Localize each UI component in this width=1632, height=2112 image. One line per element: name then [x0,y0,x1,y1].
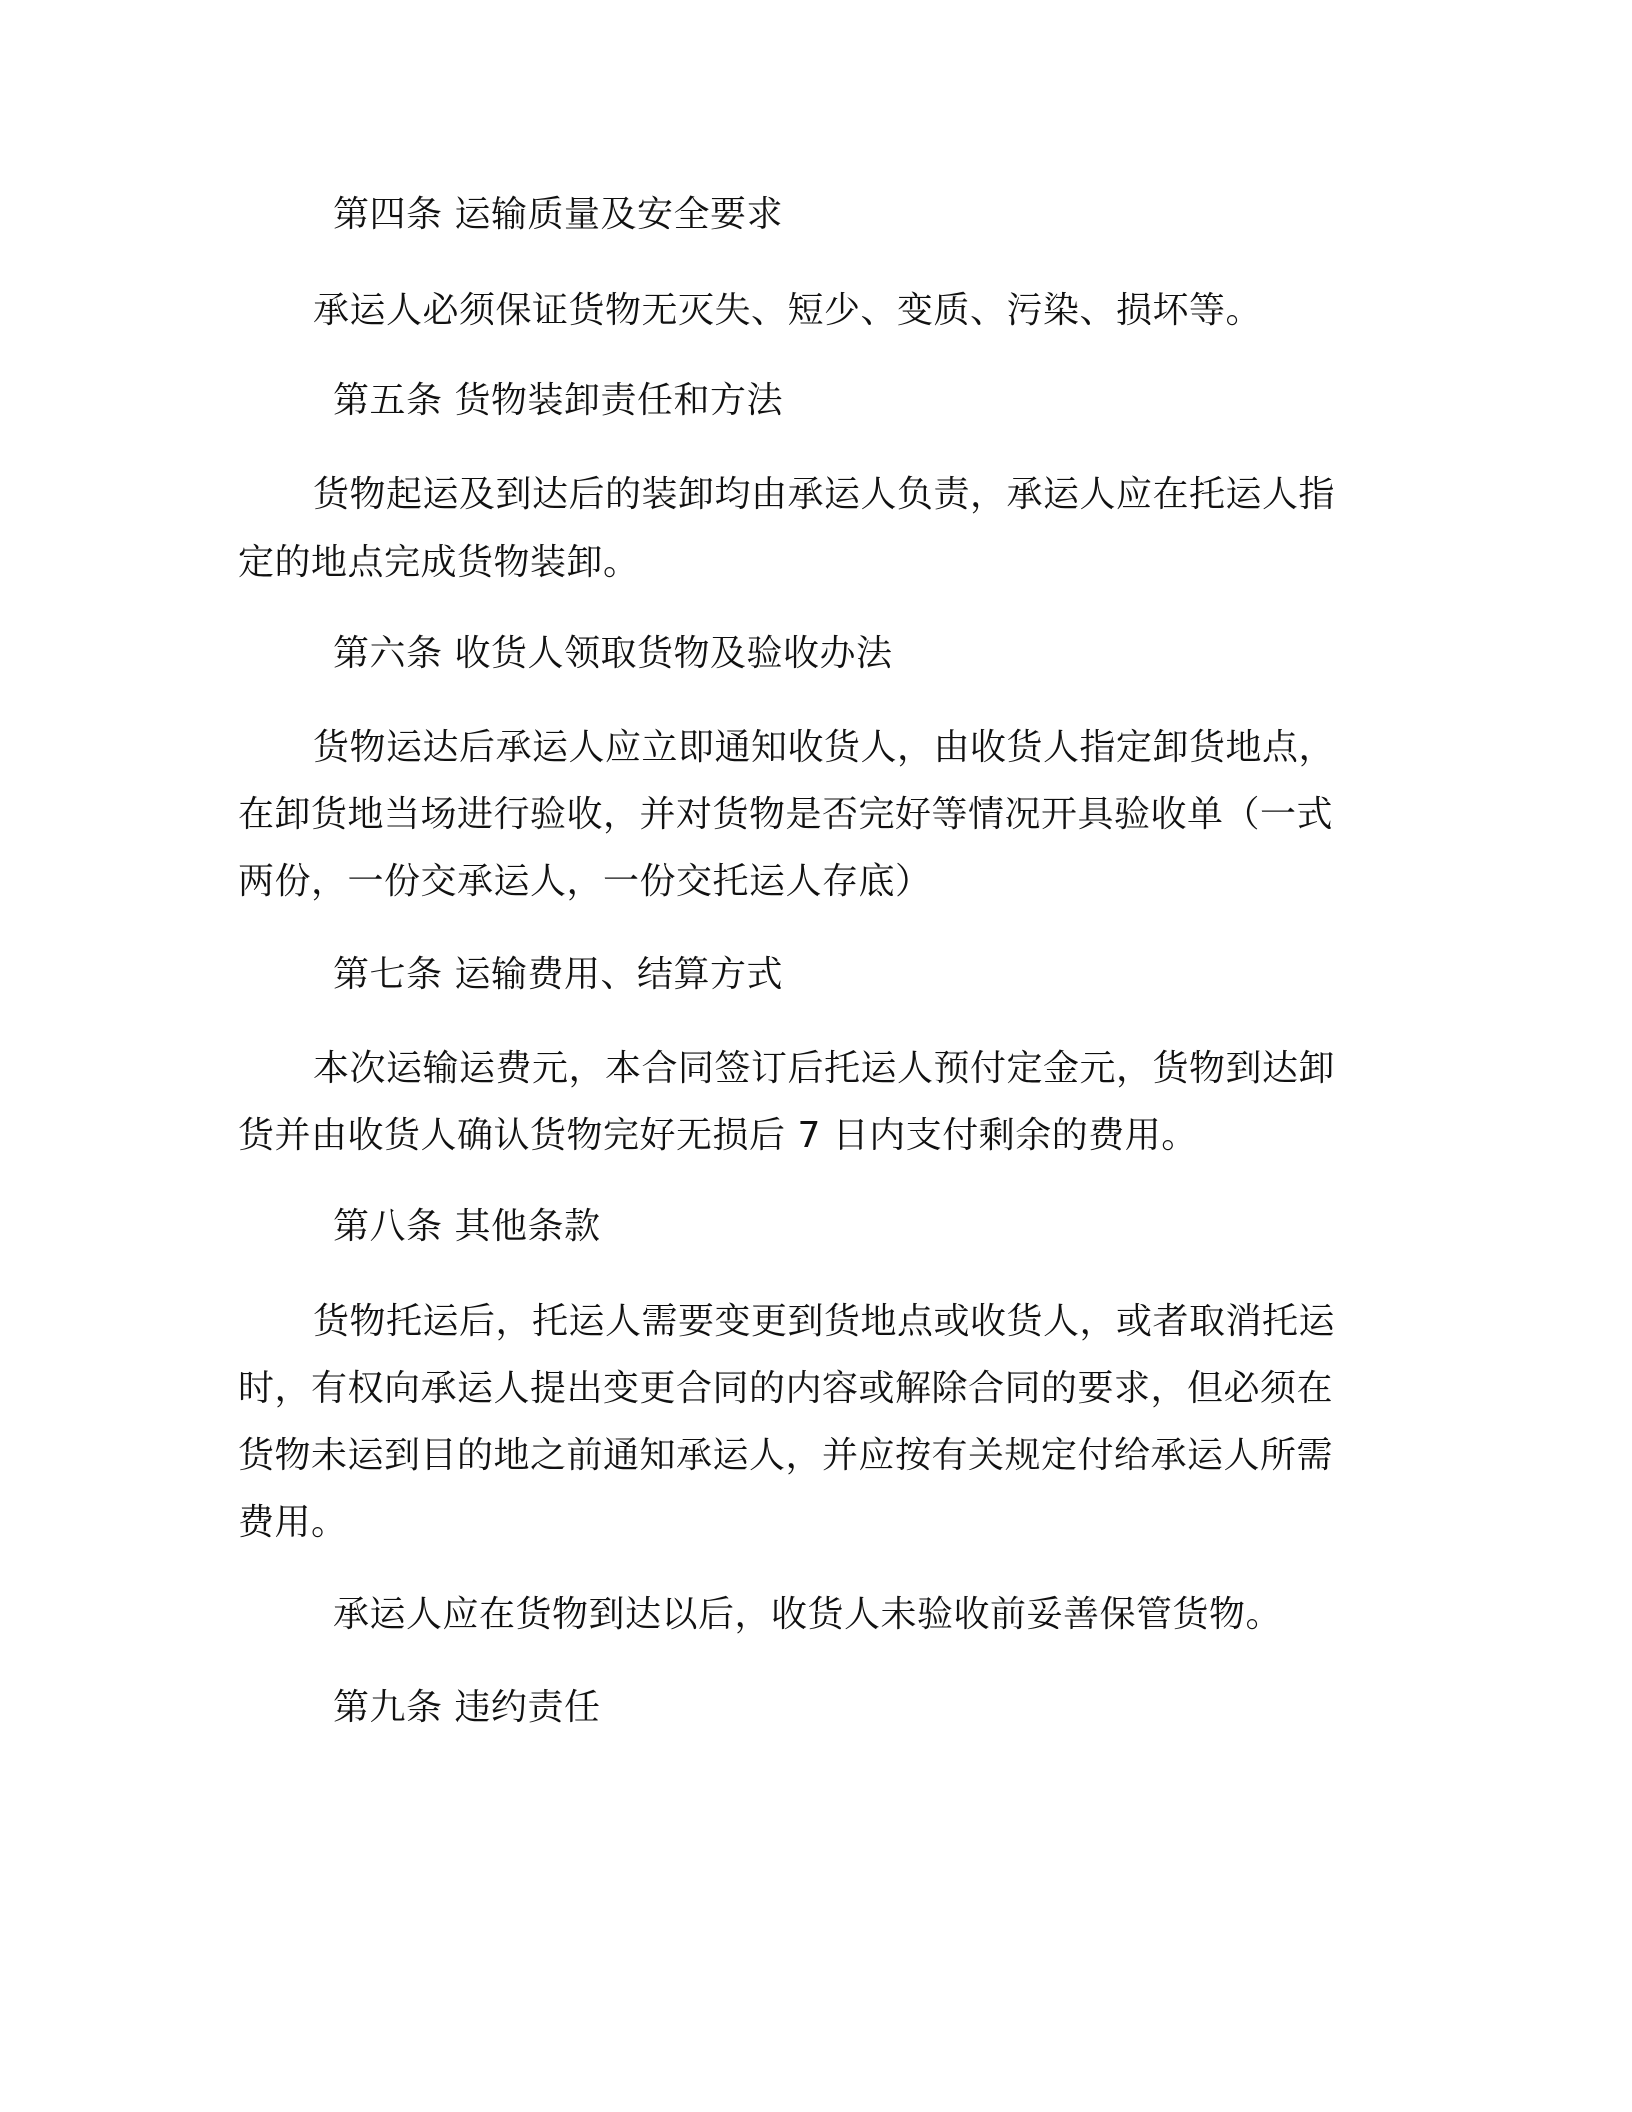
article-8-heading: 第八条 其他条款 [333,1206,601,1247]
article-4-heading: 第四条 运输质量及安全要求 [333,194,783,235]
article-8-extra-paragraph: 承运人应在货物到达以后，收货人未验收前妥善保管货物。 [333,1594,1283,1635]
article-6-heading: 第六条 收货人领取货物及验收办法 [333,633,893,674]
article-8-paragraph-line-2: 时，有权向承运人提出变更合同的内容或解除合同的要求，但必须在 [238,1368,1334,1409]
article-5-paragraph-line-2: 定的地点完成货物装卸。 [238,542,640,583]
article-9-heading: 第九条 违约责任 [333,1687,601,1728]
article-5-heading: 第五条 货物装卸责任和方法 [333,380,783,421]
article-6-paragraph-line-3: 两份，一份交承运人，一份交托运人存底） [238,861,932,902]
article-7-paragraph-line-1: 本次运输运费元，本合同签订后托运人预付定金元，货物到达卸 [313,1048,1336,1089]
article-7-heading: 第七条 运输费用、结算方式 [333,954,783,995]
article-8-paragraph-line-4: 费用。 [238,1502,348,1543]
article-6-paragraph-line-2: 在卸货地当场进行验收，并对货物是否完好等情况开具验收单（一式 [238,794,1334,835]
article-8-paragraph-line-3: 货物未运到目的地之前通知承运人，并应按有关规定付给承运人所需 [238,1435,1334,1476]
article-7-paragraph-line-2: 货并由收货人确认货物完好无损后 7 日内支付剩余的费用。 [238,1115,1198,1156]
article-6-paragraph-line-1: 货物运达后承运人应立即通知收货人，由收货人指定卸货地点， [313,727,1336,768]
article-8-paragraph-line-1: 货物托运后，托运人需要变更到货地点或收货人，或者取消托运 [313,1301,1336,1342]
article-4-paragraph: 承运人必须保证货物无灭失、短少、变质、污染、损坏等。 [313,290,1263,331]
article-5-paragraph-line-1: 货物起运及到达后的装卸均由承运人负责，承运人应在托运人指 [313,474,1336,515]
